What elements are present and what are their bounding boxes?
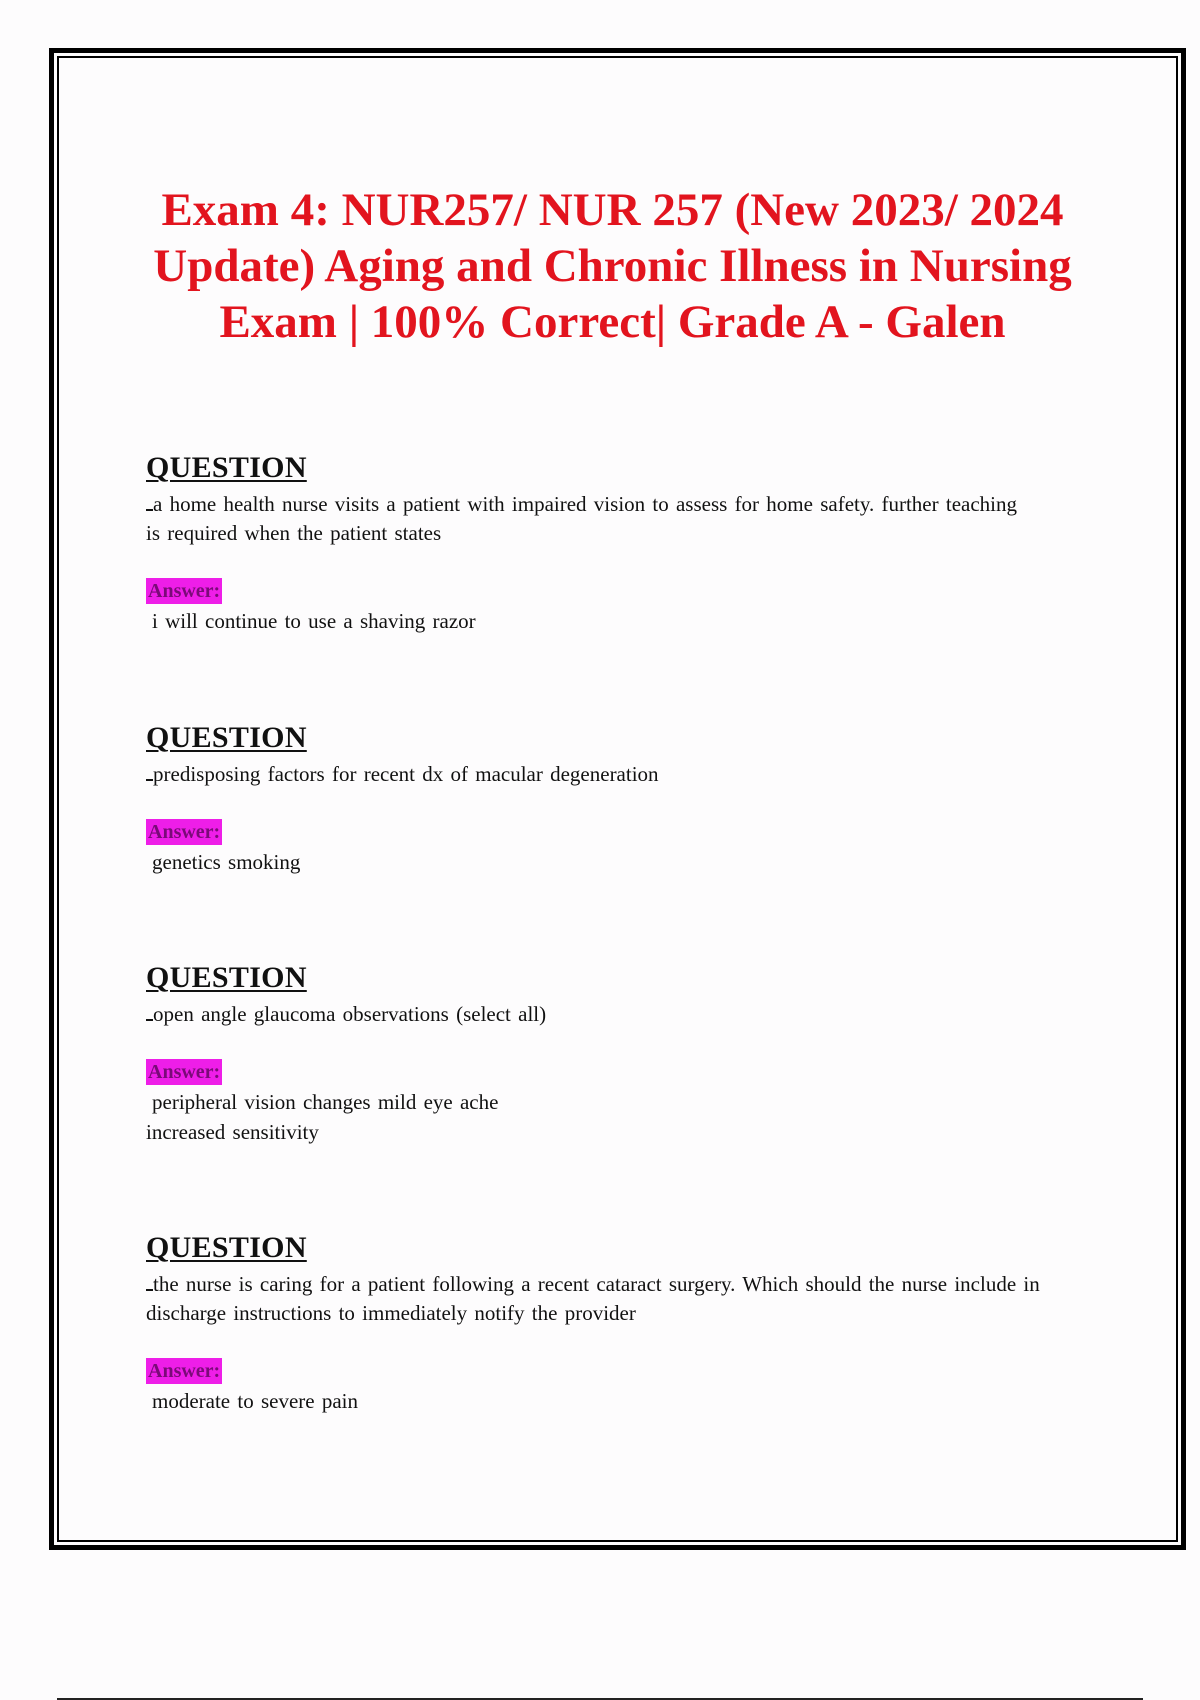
question-heading: QUESTION: [146, 721, 307, 754]
qa-block-2: [146, 722, 1066, 877]
answer-line: genetics smoking: [152, 850, 301, 874]
answer-line: moderate to severe pain: [152, 1389, 358, 1413]
question-text: [146, 1000, 1066, 1029]
answer-text: [146, 847, 1066, 877]
question-body: open angle glaucoma observations (select all): [153, 1002, 547, 1026]
question-body: a home health nurse visits a patient with impaired vision to assess for home safety. further teaching is required when the patient states: [146, 492, 1018, 545]
qa-block-1: [146, 452, 1066, 636]
qa-block-4: [146, 1232, 1066, 1416]
question-body: predisposing factors for recent dx of macular degeneration: [153, 762, 659, 786]
document-title: Exam 4: NUR257/ NUR 257 (New 2023/ 2024 Update) Aging and Chronic Illness in Nursing Exam | 100% Correct| Grade A - Galen: [153, 184, 1072, 348]
question-heading: QUESTION: [146, 961, 307, 994]
question-heading: QUESTION: [146, 1231, 307, 1264]
blank-mark: [146, 761, 153, 781]
answer-label: Answer:: [148, 580, 221, 602]
question-text: [146, 1270, 1046, 1328]
blank-mark: [146, 1001, 153, 1021]
question-heading: QUESTION: [146, 451, 307, 484]
answer-label: Answer:: [148, 821, 221, 843]
answer-label: Answer:: [148, 1061, 221, 1083]
blank-mark: [146, 491, 153, 511]
question-text: [146, 490, 1026, 548]
answer-line: increased sensitivity: [146, 1120, 319, 1144]
question-text: [146, 760, 1066, 789]
question-body: the nurse is caring for a patient following a recent cataract surgery. Which should the nurse include in discharge instructions to immediately notify the provider: [146, 1272, 1040, 1325]
answer-line: i will continue to use a shaving razor: [152, 609, 476, 633]
answer-line: peripheral vision changes mild eye ache: [152, 1090, 499, 1114]
answer-text: [146, 1087, 1066, 1147]
answer-text: [146, 606, 1066, 636]
qa-block-3: [146, 962, 1066, 1147]
answer-text: [146, 1386, 1066, 1416]
blank-mark: [146, 1271, 153, 1291]
answer-label: Answer:: [148, 1360, 221, 1382]
